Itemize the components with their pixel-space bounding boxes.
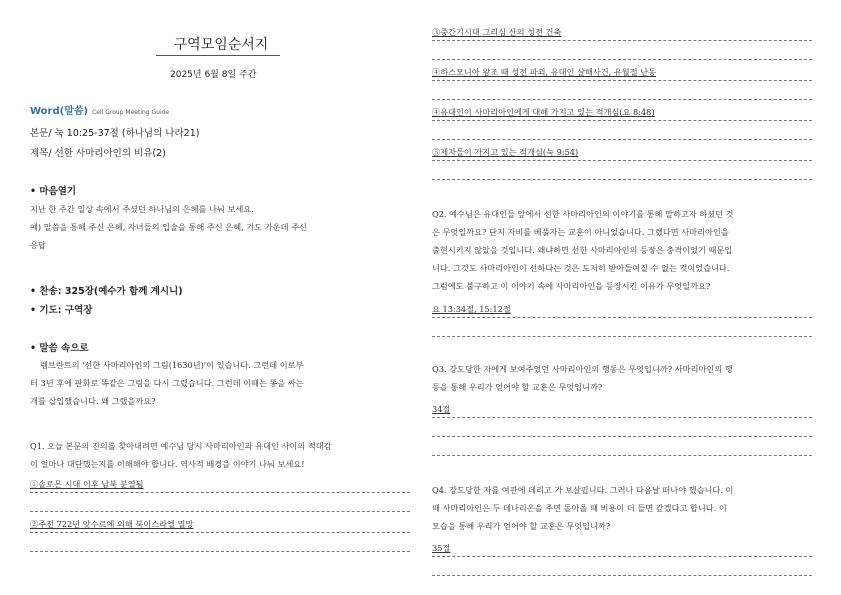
topic-line: 제목/ 선한 사마리아인의 비유(2) xyxy=(30,148,166,159)
q2-line-5: 그럼에도 불구하고 이 이야기 속에 사마리아인을 등장시킨 이유가 무엇일까요? xyxy=(432,281,711,291)
q2-line-1: Q2. 예수님은 유대인들 앞에서 선한 사마리아인의 이야기를 통해 말하고자 하셨던 것 xyxy=(432,209,734,219)
answer-line xyxy=(432,99,812,100)
q2-line-2: 은 무엇일까요? 단지 자비를 베풀자는 교훈이 아니었습니다. 그랬다면 사마리아인을 xyxy=(432,227,729,237)
q4-text xyxy=(432,481,817,535)
title-underline xyxy=(156,55,280,56)
answer-line xyxy=(30,532,410,533)
answer-line xyxy=(30,492,410,493)
answer-line xyxy=(432,160,812,161)
word-label: Word(말씀) xyxy=(30,106,89,117)
answer-line xyxy=(432,317,812,318)
message-line-3: 개를 삽입했습니다. 왜 그랬을까요? xyxy=(30,396,156,406)
word-heading xyxy=(30,102,169,117)
q2-reference: 요 13:34절, 15:12절 xyxy=(432,304,511,314)
answer-line xyxy=(432,120,812,121)
week-date: 2025년 6월 8일 주간 xyxy=(170,70,257,80)
message-text xyxy=(30,356,415,410)
answer-line xyxy=(432,575,812,576)
answer-line xyxy=(432,556,812,557)
q4-line-1: Q4. 강도당한 자를 여관에 데리고 가 보살핍니다. 그러나 다음날 떠나야 했습니다. 이 xyxy=(432,485,734,495)
opening-line-1: 지난 한 주간 일상 속에서 주셨던 하나님의 은혜를 나눠 보세요. xyxy=(30,204,254,214)
q1-line-2: 이 얼마나 대단했는지를 이해해야 합니다. 역사적 배경을 이야기 나눠 보세요! xyxy=(30,459,305,469)
answer-line xyxy=(30,511,410,512)
q3-text xyxy=(432,360,817,396)
answer-line xyxy=(432,455,812,456)
answer-line xyxy=(432,179,812,180)
q4-line-3: 모습을 통해 우리가 얻어야 할 교훈은 무엇입니까? xyxy=(432,521,611,531)
answer-line xyxy=(432,59,812,60)
q3-line-1: Q3. 강도당한 자에게 보여주었던 사마리아인의 행동은 무엇입니까? 사마리아인의 행 xyxy=(432,364,733,374)
prayer-line: • 기도: 구역장 xyxy=(30,305,93,316)
message-line-1: 렘브란트의 '선한 사마리아인의 그림(1630년)'이 있습니다. 그런데 이로부 xyxy=(40,360,304,370)
q1-answer-3: ③중간기시대 그리심 산의 성전 건축 xyxy=(432,27,562,37)
answer-line xyxy=(432,40,812,41)
q1-answer-5: ④유대인이 사마리아인에게 대해 가지고 있는 적개심(요 8:48) xyxy=(432,107,655,117)
answer-line xyxy=(432,436,812,437)
q1-answer-6: ⑤제자들이 가지고 있는 적개심(눅 9:54) xyxy=(432,147,579,157)
message-line-2: 터 3년 후에 판화로 똑같은 그림을 다시 그렸습니다. 그런데 이때는 똥을 싸는 xyxy=(30,378,304,388)
q4-reference: 35절 xyxy=(432,543,451,553)
opening-line-2: 예) 말씀을 통해 주신 은혜, 자녀들의 입술을 통해 주신 은혜, 기도 가운데 주신 xyxy=(30,222,307,232)
q3-reference: 34절 xyxy=(432,404,451,414)
passage-line: 본문/ 눅 10:25-37절 (하나님의 나라21) xyxy=(30,128,200,139)
q2-line-3: 출현시키지 않았을 것입니다. 왜냐하면 선한 사마리아인의 등장은 충격이었기 때문입 xyxy=(432,245,733,255)
answer-line xyxy=(432,139,812,140)
opening-line-3: 응답 xyxy=(30,240,46,250)
opening-text xyxy=(30,200,415,254)
q1-answer-4: ④하스모니아 왕조 때 성전 파괴, 유대인 살해사건, 유월절 난동 xyxy=(432,67,657,77)
q1-answer-2: ②주전 722년 앗수르에 의해 북이스라엘 멸망 xyxy=(30,519,194,529)
q1-text xyxy=(30,437,415,473)
message-heading: • 말씀 속으로 xyxy=(30,343,89,354)
hymn-line: • 찬송: 325장(예수가 함께 계시니) xyxy=(30,286,183,297)
q1-answer-1: ①솔로몬 시대 이후 남북 분열됨 xyxy=(30,479,144,489)
word-subtitle: Cell Group Meeting Guide xyxy=(92,109,170,116)
answer-line xyxy=(432,417,812,418)
q2-text xyxy=(432,205,817,295)
answer-line xyxy=(432,80,812,81)
q2-line-4: 니다. 그것도 사마리아인이 선하다는 것은 도저히 받아들여질 수 없는 것이었습니다. xyxy=(432,263,730,273)
page-title: 구역모임순서지 xyxy=(173,37,269,53)
q1-line-1: Q1. 오늘 본문의 진의를 찾아내려면 예수님 당시 사마리아인과 유대인 사이의 적대감 xyxy=(30,441,332,451)
answer-line xyxy=(30,551,410,552)
answer-line xyxy=(432,336,812,337)
q3-line-2: 동을 통해 우리가 얻어야 할 교훈은 무엇입니까? xyxy=(432,382,603,392)
q4-line-2: 때 사마리아인은 두 데나리온을 주면 돌아올 때 비용이 더 들면 갚겠다고 합니다. 이 xyxy=(432,503,727,513)
opening-heading: • 마음열기 xyxy=(30,186,77,197)
